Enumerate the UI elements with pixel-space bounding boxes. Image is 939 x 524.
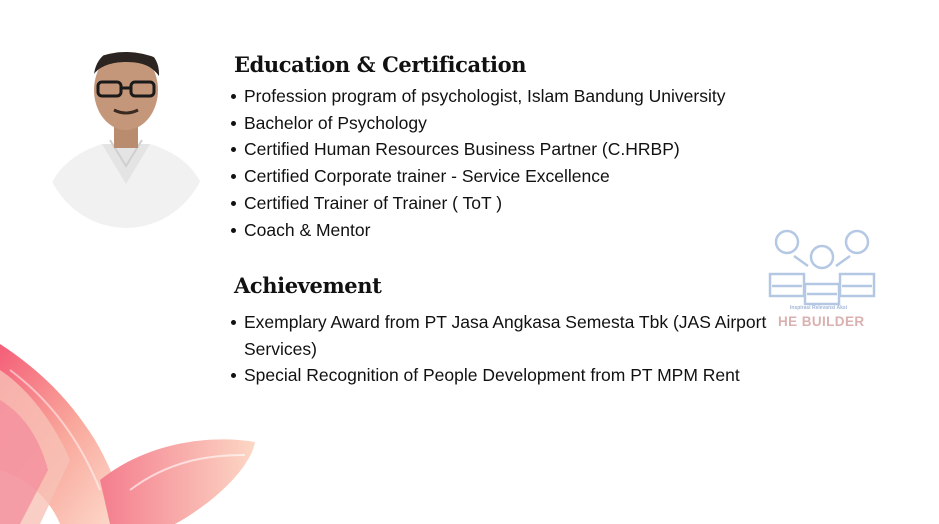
list-item: Coach & Mentor [226, 217, 786, 244]
decorative-ribbon [0, 330, 260, 524]
list-item: Certified Trainer of Trainer ( ToT ) [226, 190, 786, 217]
list-item: Certified Human Resources Business Partner (C.HRBP) [226, 136, 786, 163]
list-item: Profession program of psychologist, Islam Bandung University [226, 83, 786, 110]
profile-photo [42, 44, 210, 228]
list-item: Certified Corporate trainer - Service Excellence [226, 163, 786, 190]
achievement-list [226, 309, 786, 389]
person-portrait-icon [42, 44, 210, 228]
education-list [226, 83, 786, 243]
list-item: Bachelor of Psychology [226, 110, 786, 137]
logo-wordmark: HE BUILDER [778, 314, 865, 329]
logo-tagline: Inspirasi Relevansi Aksi [790, 305, 848, 311]
achievement-section-title: Achievement [234, 273, 382, 298]
list-item: Special Recognition of People Development from PT MPM Rent [226, 362, 786, 389]
list-item: Exemplary Award from PT Jasa Angkasa Semesta Tbk (JAS Airport Services) [226, 309, 786, 362]
education-section-title: Education & Certification [234, 52, 527, 77]
